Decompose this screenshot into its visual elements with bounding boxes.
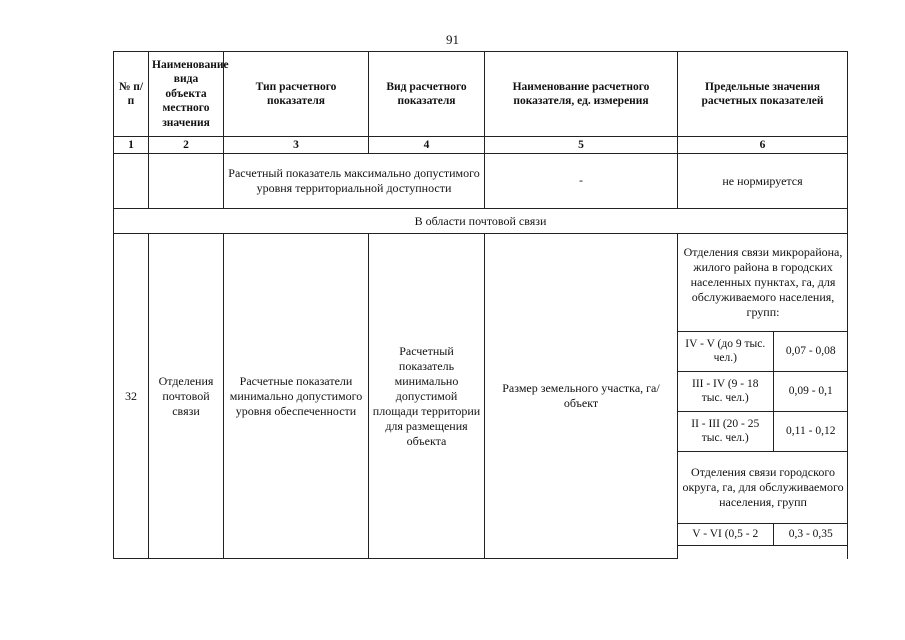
header-name: Наименование расчетного показателя, ед. измерения: [485, 52, 678, 137]
territorial-value: не нормируется: [678, 154, 848, 209]
limits-subtable: [678, 234, 848, 546]
header-row: [114, 52, 848, 137]
row-32: [114, 234, 848, 559]
row-object: Отделения почтовой связи: [149, 234, 224, 559]
column-number: 1: [114, 137, 149, 154]
header-type: Тип расчетного показателя: [224, 52, 369, 137]
row-indicator-name: Размер земельного участка, га/объект: [485, 234, 678, 559]
group2-title: Отделения связи городского округа, га, для обслуживаемого населения, групп: [678, 451, 848, 523]
limits-cell: [678, 234, 848, 559]
header-object: Наименование вида объекта местного значения: [149, 52, 224, 137]
group1-row2-value: 0,09 - 0,1: [773, 371, 848, 411]
header-number: № п/п: [114, 52, 149, 137]
section-title: В области почтовой связи: [114, 209, 848, 234]
column-number: 4: [369, 137, 485, 154]
column-number: 2: [149, 137, 224, 154]
column-number: 5: [485, 137, 678, 154]
territorial-label: Расчетный показатель максимально допустимого уровня территориальной доступности: [224, 154, 485, 209]
empty-cell: [149, 154, 224, 209]
row-number: 32: [114, 234, 149, 559]
group1-row2-group: III - IV (9 - 18 тыс. чел.): [678, 371, 773, 411]
group1-row1-group: IV - V (до 9 тыс. чел.): [678, 331, 773, 371]
norms-table: [113, 51, 848, 559]
page-number: 91: [446, 32, 459, 47]
row-type: Расчетные показатели минимально допустимого уровня обеспеченности: [224, 234, 369, 559]
territorial-unit: -: [485, 154, 678, 209]
group1-row1-value: 0,07 - 0,08: [773, 331, 848, 371]
header-limits: Предельные значения расчетных показателей: [678, 52, 848, 137]
column-number: 3: [224, 137, 369, 154]
group1-row3-value: 0,11 - 0,12: [773, 411, 848, 451]
group2-row1-group: V - VI (0,5 - 2: [678, 523, 773, 545]
column-numbers-row: [114, 137, 848, 154]
header-kind: Вид расчетного показателя: [369, 52, 485, 137]
row-kind: Расчетный показатель минимально допустимой площади территории для размещения объекта: [369, 234, 485, 559]
empty-cell: [114, 154, 149, 209]
group1-row3-group: II - III (20 - 25 тыс. чел.): [678, 411, 773, 451]
territorial-row: [114, 154, 848, 209]
group1-title: Отделения связи микрорайона, жилого района в городских населенных пунктах, га, для обслуживаемого населения, групп:: [678, 234, 848, 331]
section-row: [114, 209, 848, 234]
column-number: 6: [678, 137, 848, 154]
group2-row1-value: 0,3 - 0,35: [773, 523, 848, 545]
